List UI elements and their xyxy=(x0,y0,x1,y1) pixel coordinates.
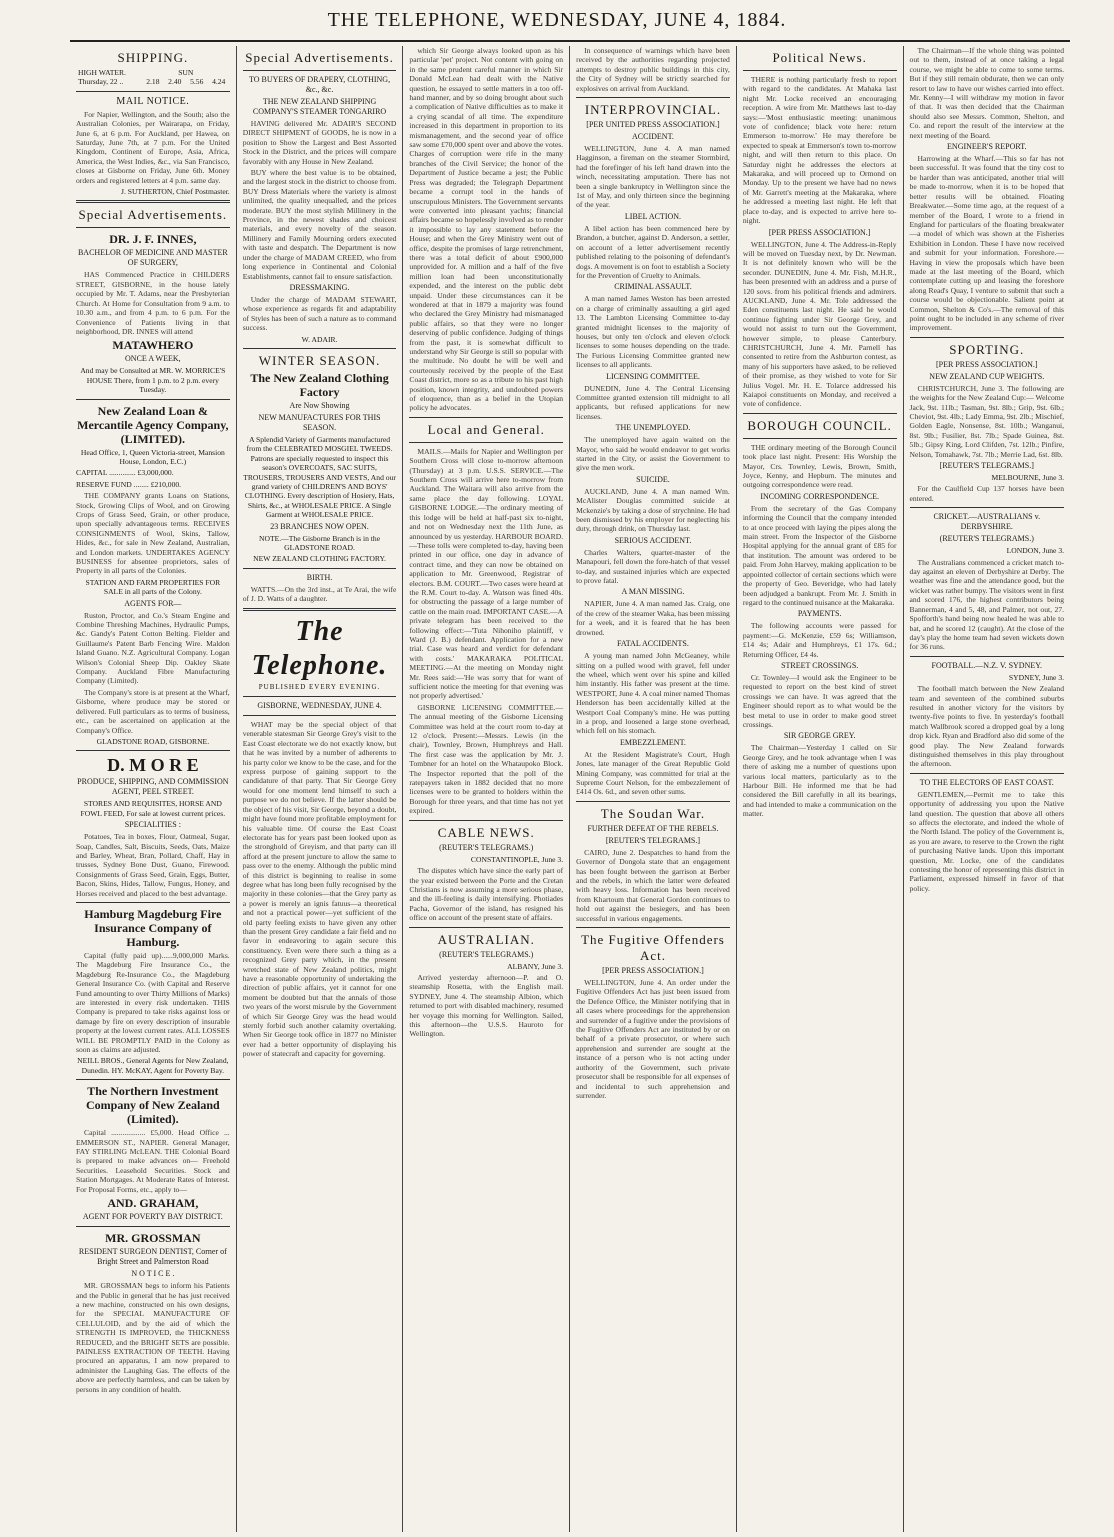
factory-sign: NEW ZEALAND CLOTHING FACTORY. xyxy=(253,554,386,564)
cable-place: CONSTANTINOPLE, June 3. xyxy=(470,854,564,864)
payments-heading: PAYMENTS. xyxy=(797,609,842,619)
divider xyxy=(76,902,230,903)
suicide-text: AUCKLAND, June 4. A man named Wm. McAlister Douglas committed suicide at Mckenzie's by taking a dose of strychnine. He had been dismissed by his employer for neglecting his duty, through drink, on Thursday last. xyxy=(576,486,730,534)
local-general-heading: Local and General. xyxy=(427,421,545,437)
engineer-heading: ENGINEER'S REPORT. xyxy=(947,142,1027,152)
nzloan-agents-text: Ruston, Proctor, and Co.'s Steam Engine and Combine Threshing Machines, Hydraulic Pumps, &c. Gandy's Patent Cotton Belting. Fielder and Guillaume's Patent Barb Fencing Wire. Maldon Island Guano. N.Z. Agricultural Company. Logan Wilson's Colonial Sheep Dip. Oakley Skate Company. Auckland Fibre Manufacturing Company (Limited). xyxy=(76,610,230,686)
column-1 xyxy=(70,46,237,1532)
australian-heading: AUSTRALIAN. xyxy=(437,931,535,947)
street-heading: STREET CROSSINGS. xyxy=(781,660,859,670)
clothing-showing: Are Now Showing xyxy=(289,400,350,410)
hamburg-title: Hamburg Magdeburg Fire Insurance Company of Hamburg. xyxy=(84,906,222,949)
divider xyxy=(743,70,897,71)
payments-text: The following accounts were passed for payment:—G. McKenzie, £59 6s; Williamson, £14 4s; Adair and Humphreys, £1 17s. 6d.; Returning Officer, £4 4s. xyxy=(742,621,897,659)
grey-text: The Chairman—Yesterday I called on Sir George Grey, and he took advantage when I was there of asking me a number of questions upon various local matters, particularly as to the Harbour Bill. He informed me that he had considered the Bill carefully in all its bearings, and had intended to make a communication on the matter. xyxy=(742,743,897,819)
sporting-src: [PER PRESS ASSOCIATION.] xyxy=(935,359,1038,369)
graham-sub: AGENT FOR POVERTY BAY DISTRICT. xyxy=(82,1212,223,1222)
steamer-heading: THE NEW ZEALAND SHIPPING COMPANY'S STEAMER TONGARIRO xyxy=(252,97,387,116)
graham-name: AND. GRAHAM, xyxy=(107,1196,199,1211)
missing-text: NAPIER, June 4. A man named Jas. Craig, one of the crew of the steamer Waka, has been missing for a week, and it is feared that he has been drowned. xyxy=(576,599,730,637)
dateline: GISBORNE, WEDNESDAY, JUNE 4. xyxy=(257,701,382,711)
divider xyxy=(743,413,897,414)
mail-notice-heading: MAIL NOTICE. xyxy=(116,95,190,107)
birth-heading: BIRTH. xyxy=(306,572,333,582)
column-3 xyxy=(403,46,570,1532)
clothing-new: NEW MANUFACTURES FOR THIS SEASON. xyxy=(258,412,381,432)
cable-news-heading: CABLE NEWS. xyxy=(437,824,535,840)
hamburg-text: Capital (fully paid up)......9,000,000 Marks. The Magdeburg Fire Insurance Co., the Magdeburg Re-Insurance Co., the Magdeburg General Insurance Co. (with Capital and Reserve Fund amounting to over Thirty Millions of Marks) are interested in every risk undertaken. THIS Company is prepared to take risks against loss or damage by fire on every description of insurable property at the lowest current rates. ALL LOSSES WILL BE PROMPTLY PAID in the Colony as soon as claims are adjusted. xyxy=(76,950,230,1055)
electors-heading: TO THE ELECTORS OF EAST COAST. xyxy=(919,777,1054,787)
accident-text: WELLINGTON, June 4. A man named Hagginson, a fireman on the steamer Stormbird, had the forefinger of his left hand drawn into the winch, necessitating amputation. There has not been a single bankruptcy in Wellington since the 1st of May, and only thirteen since the beginning of the year. xyxy=(576,144,730,210)
divider xyxy=(910,656,1065,657)
grossman-text: MR. GROSSMAN begs to inform his Patients and the Public in general that he has just received a new machine, constructed on his own designs, for the SPECIAL MANUFACTURE OF CELLULOID, and by the aid of which the STRENGTH IS IMPROVED, the THICKNESS REDUCED, and the BRIGHT SETS are possible. PAINLESS EXTRACTION OF TEETH. Having procured an apparatus, I am now prepared to administer the Laughing Gas. The effects of the above are perfectly harmless, and can be taken by persons in any condition of health. xyxy=(76,1281,230,1394)
nzloan-agents-for: AGENTS FOR— xyxy=(124,598,182,608)
divider xyxy=(243,568,397,569)
fugitive-text: WELLINGTON, June 4. An order under the Fugitive Offenders Act has just been issued from the Defence Office, the Minister notifying that in all cases where proceedings for the apprehension and surrender of a fugitive under the provisions of the Fugitive Offenders Act are instituted by or on behalf of a private prosecutor, or where such apprehension and surrender are sought at the instance of a person who is not acting under authority of the Government, such private prosecutor shall be responsible for all expenses of and incidental to such apprehension and surrender. xyxy=(576,978,730,1100)
divider xyxy=(910,507,1065,508)
libel-heading: LIBEL ACTION. xyxy=(624,211,682,221)
cricket-text: The Australians commenced a cricket match to-day against an eleven of Derbyshire at Derby. The weather was fine and the attendance good, but the wicket was rather bumpy. The visitors went in first and scored 176, the highest contributors being Bannerman, 4 and 5, 48, and Palmer, not out, 27. Spofforth's hand being now healed he was able to bat, and he scored 12 (caught). At the close of the day's play the home team had seven wickets down for 36 runs. xyxy=(909,557,1065,652)
adair-more: BUY where the best value is to be obtained, and the largest stock in the district to choose from. BUY Dress Materials where the variety is almost unlimited, the quality unequalled, and the prices moderate. BUY the most stylish Millinery in the Province, in the newest shades and choicest materials, and every novelty of the season. Millinery and Family Mourning orders executed with taste and despatch. The Department is now under the charge of MADAM CREED, who from long experience in Continental and Colonial Establishments, cannot fail to ensure satisfaction. xyxy=(242,168,397,281)
serious-heading: SERIOUS ACCIDENT. xyxy=(614,535,692,545)
newspaper-logo: The Telephone. xyxy=(251,615,388,681)
birth-text: WATTS.—On the 3rd inst., at Te Arai, the wife of J. D. Watts of a daughter. xyxy=(242,584,397,604)
divider xyxy=(243,608,397,611)
serious-text: Charles Walters, quarter-master of the Manapouri, fell down the fore-hatch of that vessel to-day, and sustained injuries which are expected to prove fatal. xyxy=(576,547,730,586)
adair-text: HAVING delivered Mr. ADAIR'S SECOND DIRECT SHIPMENT of GOODS, he is now in a position to Show the Largest and Best Assorted Stock in the District, and the prices will compare favorably with any House in New Zealand. xyxy=(242,119,397,166)
borough-text: THE ordinary meeting of the Borough Council took place last night. Present: His Worship the Mayor, Crs. Townley, Lewis, Brown, Smith, Joyce, Kenny, and Hepburn. The minutes and outgoing correspondence were read. xyxy=(742,442,897,490)
newspaper-columns xyxy=(70,46,1070,1532)
leader-continued: which Sir George always looked upon as his particular 'pet' project. Not content with going on in the same prudent careful manner in which Sir Donald McLean had dealt with the Native question, he essayed to settle matters in a too off-hand manner, and by so doing brought about such a complication of Native difficulties as to make it a crying scandal of all time. The expenditure increased in this department in proportion to its mismanagement, and the second year of office saw some £70,000 spent over and above the votes. Charges of corruption were rife in the many branches of the Civil Service; the honor of the Department of Justice became a jest; the Public Press was degraded; the Telegraph Department became a corrupt tool in the hands of unscrupulous Ministers. The Government servants were converted into pleasant yachts; financial affairs became so hopelessly involved as to render it impossible to lay any statement before the House; and when the Grey Ministry went out of office, despite the promises of large retrenchment, there was a total deficit of about £900,000 unprovided for. A million and a half of the five million loan had been unconstitutionally expended, and the interest on the public debt unpaid. Under these circumstances can it be wondered at that in 1879 a majority was found who declared the Grey Ministry had mismanaged public affairs, so that they were no longer deserving of public confidence. Judging of things from the past, it is somewhat difficult to understand why Sir George is still so popular with the multitude. No doubt he will be well and courteously received by the people of the East Coast district, more so as a tribute to his past high position, known integrity, and undoubted powers of eloquence, than as a belief in the Utopian policy he advocates. xyxy=(409,46,564,413)
borough-heading: BOROUGH COUNCIL. xyxy=(747,417,892,433)
grossman-sub: RESIDENT SURGEON DENTIST, Corner of Bright Street and Palmerston Road xyxy=(78,1247,227,1267)
dmore-stores: STORES AND REQUISITES, HORSE AND FOWL FEED, For sale at lowest current prices. xyxy=(80,799,226,818)
special-ads-heading: Special Advertisements. xyxy=(78,207,228,223)
fatal-text: A young man named John McGeaney, while sitting on a pulled wood with gravel, fell under the wheel, which went over his spine and killed him instantly. His father was present at the time. WESTPORT, June 4. A coal miner named Thomas Henderson has been accidentally killed at the Westport Coal Company's mine. He was putting in a prop, and loosened a large stone overhead, which fell on his stomach. xyxy=(576,651,730,736)
incoming-text: From the secretary of the Gas Company informing the Council that the company intended to at once proceed with laying the pipes along the main street. From the Inspector of the Gisborne Hospital applying for the annual grant of £85 for that institution. The amount was ordered to be paid. From John Harvey, making application to be appointed collector of certain sections which were the property of Geo. Beveridge, who had lately been adjudged a bankrupt. From Mr. J. Smith in regard to the continued nuisance at the Makaraka. xyxy=(742,503,897,607)
divider xyxy=(243,696,397,697)
special-ads-heading-2: Special Advertisements. xyxy=(245,50,394,65)
tide-val: 5.56 xyxy=(190,77,204,87)
clothing-title: The New Zealand Clothing Factory xyxy=(250,370,389,399)
electors-text: GENTLEMEN,—Permit me to take this opportunity of addressing you upon the Native land question. The question that above all others so affects the electorate, and indeed the whole of the North Island. The policy of the Government is, as you are aware, to reserve to the Crown the right of purchasing Native lands. Upon this important question, Mr. Locke, one of the candidates contesting the honor of representing this district in Parliament, expressed himself in favor of that policy. xyxy=(909,789,1065,893)
interprovincial-heading: INTERPROVINCIAL. xyxy=(584,102,722,118)
divider xyxy=(243,715,397,716)
aus-place: ALBANY, June 3. xyxy=(507,961,564,971)
football-heading: FOOTBALL.—N.Z. V. SYDNEY. xyxy=(931,660,1042,670)
northern-title: The Northern Investment Company of New Zealand (Limited). xyxy=(86,1084,220,1127)
divider xyxy=(76,1079,230,1080)
political-heading: Political News. xyxy=(772,50,867,65)
engineer-text: Harrowing at the Wharf.—This so far has not been successful. It was found that the tiny cost to be harder than was anticipated, another trial will be made to-morrow, when it is to be hoped that better results will be obtained. Floating Breakwater.—Some time ago, at the request of a member of the Board, I wrote to a friend in England for particulars of the floating breakwater—a model of which was shown at the Fisheries Exhibition in London. These I have now received and submit for your information. Foreshore.—Having in view the proposals which have been made at the last meeting of the Board, which contemplate cutting up and leasing the foreshore along Read's Quay, I venture to submit that such a course would be objectionable. Salient point at Common, Shelton & Co's.—The removal of this point ought to be included in any scheme of river improvement. xyxy=(909,154,1065,333)
column-4 xyxy=(570,46,737,1532)
nzloan-reserve: RESERVE FUND ........ £210,000. xyxy=(76,479,182,489)
mel-src: [REUTER'S TELEGRAMS.] xyxy=(939,461,1034,471)
embezzle-text: At the Resident Magistrate's Court, Hugh Jones, late manager of the Great Republic Gold Mining Company, was committed for trial at the Supreme Court Nelson, for the embezzlement of £414 Os. 6d., and seven other sums. xyxy=(576,749,730,797)
dmore-text: Potatoes, Tea in boxes, Flour, Oatmeal, Sugar, Soap, Candles, Salt, Biscuits, Seeds, Oats, Maize and Barley, Wheat, Bran, Pollard, Chaff, Hay in trusses, Sydney Bone Dust, Guano, Firewood. Consignments of Grass Seed, Grain, Eggs, Butter, Bacon, Skins, Hides, Tallow, Fungus, Honey, and Horses received and placed to the best advantage. xyxy=(76,832,230,898)
divider xyxy=(743,438,897,439)
divider xyxy=(76,91,230,92)
football-text: The football match between the New Zealand team and seventeen of the combined suburbs resulted in another victory for the visitors by twenty-five points to five. In yesterday's football match Wallbrook scored a dropped goal by a long drop kick. Ryan and Bradford also did some of the good play. The New Zealand forwards distinguished themselves in this play throughout the afternoon. xyxy=(909,684,1065,769)
licensing-text-2: DUNEDIN, June 4. The Central Licensing Committee granted extension till midnight to all applicants, but refused applications for new licenses. xyxy=(576,383,730,421)
accident-heading: ACCIDENT. xyxy=(632,132,674,142)
dressmaking-text: Under the charge of MADAM STEWART, whose experience as regards fit and adaptability of Styles has been of such a nature as to command success. xyxy=(242,294,397,333)
cricket-place: LONDON, June 3. xyxy=(1006,546,1065,556)
unemployed-text: The unemployed have again waited on the Mayor, who said he would endeavor to get works started in the City, or assist the Government to give the men work. xyxy=(576,435,730,473)
suicide-heading: SUICIDE. xyxy=(636,474,670,484)
cup-text: CHRISTCHURCH, June 3. The following are the weights for the New Zealand Cup:— Welcome Jack, 9st. 11lb.; Tasman, 9st. 8lb.; Grip, 9st. 6lb.; Cheviot, 9st. 4lb.; Lady Emma, 9st. 2lb.; Mischief, Golden Eagle, Nonsense, 8st. 10lb.; Wanganui, 8st. 9lb.; Fusilier, 8st. 7lb.; Spade Guinea, 8st. 5lb.; Gipsy King, Lord Clifden, 7st. 12lb.; Pinfire, Nelson, Tomahawk, 7st. 7lb.; Merrie Lad, 6st. 8lb. xyxy=(909,383,1065,459)
assault-heading: CRIMINAL ASSAULT. xyxy=(614,282,692,292)
licensing-text: GISBORNE LICENSING COMMITTEE.—The annual meeting of the Gisborne Licensing Committee was held at the court room to-day at 12 o'clock. Present:—Messrs. Lewis (in the chair), Townley, Brown, Humphreys and Hall. The first case was the application by Mr. J. Tombner for an hotel on the Whataupoko Block. The Inspector reported that the poll of the ratepayers taken in 1882 decided that no more licenses were to be granted to holders within the Borough for three years, and that time has not yet expired. xyxy=(409,702,564,816)
dmore-specialities: SPECIALITIES : xyxy=(124,820,181,830)
divider xyxy=(409,927,563,928)
political-text: THERE is nothing particularly fresh to report with regard to the candidates. At Mahaka last night Mr. Locke received an encouraging reception. A wire from Mr. Matthews last to-day says:—'Most enthusiastic meeting: unanimous vote of confidence; black vote here: return Emmerson to-morrow.' He may therefore be expected to speak at Emmerson's town to-morrow night, and will then return to this place. On Saturday night he addresses the electors at Makaraka, and will proceed up to Ormond on Monday. Up to the present we have had no news of Mr. Garrett's meeting at the Makaraka, where he addressed a meeting last night. He left that place to-day, and is expected to arrive here to-night. xyxy=(742,75,897,226)
cricket-heading: CRICKET.—AUSTRALIANS v. DERBYSHIRE. xyxy=(933,512,1041,532)
tide-table xyxy=(76,68,230,87)
branches: 23 BRANCHES NOW OPEN. xyxy=(270,521,369,531)
innes-place: MATAWHERO xyxy=(112,338,194,353)
tide-day: Thursday, 22 .. xyxy=(78,77,124,87)
shipping-heading: SHIPPING. xyxy=(117,50,189,65)
incoming-heading: INCOMING CORRESPONDENCE. xyxy=(760,491,879,501)
adair-sign: W. ADAIR. xyxy=(301,334,338,344)
grey-heading: SIR GEORGE GREY. xyxy=(783,731,856,741)
divider xyxy=(76,200,230,203)
divider xyxy=(243,348,397,349)
football-place: SYDNEY, June 3. xyxy=(1008,672,1065,682)
nzloan-office: Head Office, 1, Queen Victoria-street, Mansion House, London, E.C.) xyxy=(80,447,225,466)
column-6 xyxy=(904,46,1071,1532)
column-5 xyxy=(737,46,904,1532)
divider xyxy=(576,927,730,928)
mel-text: For the Caulfield Cup 137 horses have been entered. xyxy=(909,484,1065,503)
inter-src: [PER UNITED PRESS ASSOCIATION.] xyxy=(586,120,720,130)
street-text: Cr. Townley—I would ask the Engineer to be requested to report on the best kind of street crossings we can have. It was agreed that the Engineer should report as to what would be the best metal to use in order to make good street crossings. xyxy=(742,672,897,729)
column-2 xyxy=(237,46,404,1532)
embezzle-heading: EMBEZZLEMENT. xyxy=(620,737,686,747)
dmore-title: D. M O R E xyxy=(107,755,199,776)
soudan-sub: FURTHER DEFEAT OF THE REBELS. xyxy=(587,823,719,833)
unemployed-heading: THE UNEMPLOYED. xyxy=(615,423,691,433)
logo-sub: PUBLISHED EVERY EVENING. xyxy=(258,682,381,691)
dressmaking-heading: DRESSMAKING. xyxy=(289,282,350,292)
nzloan-station: STATION AND FARM PROPERTIES FOR SALE in all parts of the Colony. xyxy=(85,577,221,597)
divider xyxy=(76,227,230,228)
harbour-intro: The Chairman—If the whole thing was pointed out to them, instead of at once taking a legal course, we might be able to come to some terms. But if they still remain obdurate, then we can only resort to law to have our wishes carried into effect. Mr. Kenny—I will withdraw my motion in favor of that. It was then decided that the Chairman should also see Messrs. Common, Shelton, and Co. and report the result of the interview at the next meeting of the Board. xyxy=(909,46,1065,140)
missing-heading: A MAN MISSING. xyxy=(621,587,685,597)
northern-text: Capital .................. £5,000. Head Office ... EMMERSON ST., NAPIER. General Manager, FAY STIRLING McLEAN. THE Colonial Board is prepared to make advances on— Freehold Securities. Leasehold Securities. Stock and Station Mortgages. At Moderate Rates of Interest. For Proposal Forms, etc., apply to— xyxy=(76,1128,230,1194)
fugitive-src: [PER PRESS ASSOCIATION.] xyxy=(602,966,704,976)
tide-val: 4.24 xyxy=(212,77,226,87)
nzloan-title: New Zealand Loan & Mercantile Agency Company, (LIMITED). xyxy=(77,403,229,446)
grossman-title: MR. GROSSMAN xyxy=(105,1231,201,1246)
aus-src: (REUTER'S TELEGRAMS.) xyxy=(439,949,534,959)
divider xyxy=(576,801,730,802)
mel-place: MELBOURNE, June 3. xyxy=(991,473,1065,483)
tide-val: 2.18 xyxy=(146,77,160,87)
innes-end: And may be Consulted at MR. W. MORRICE'S HOUSE There, from 1 p.m. to 2 p.m. every Tuesday. xyxy=(80,366,226,395)
tide-head-high: HIGH WATER. xyxy=(78,68,126,77)
branch-note: NOTE.—The Gisborne Branch is in the GLADSTONE ROAD. xyxy=(259,533,381,552)
assault-text: A man named James Weston has been arrested on a charge of criminally assaulting a girl aged 13. The Lambton Licensing Committee to-day granted midnight licenses to the majority of houses, but only ten o'clock and eleven o'clock licenses to some houses depending on the trade. The Furious Licensing Committee granted new licenses to all applicants. xyxy=(576,294,730,370)
divider xyxy=(76,750,230,751)
cricket-src: (REUTER'S TELEGRAMS.) xyxy=(939,534,1034,544)
soudan-text: CAIRO, June 2. Despatches to hand from the Governor of Dongola state that an engagement has been fought between the garrison at Berber and the rebels, in which the latter were defeated with heavy loss. Information has been received from Khartoum that General Gordon continues to hold out against the besiegers, and has been successful in various engagements. xyxy=(576,847,730,923)
tide-head-sun: SUN xyxy=(178,68,194,77)
winter-heading: WINTER SEASON. xyxy=(258,352,381,368)
divider xyxy=(409,820,563,821)
fugitive-heading: The Fugitive Offenders Act. xyxy=(581,932,725,964)
tide-val: 2.40 xyxy=(168,77,182,87)
cable-src: (REUTER'S TELEGRAMS.) xyxy=(439,842,534,852)
divider xyxy=(76,1226,230,1227)
masthead-rule xyxy=(70,40,1070,42)
nzloan-end: The Company's store is at present at the Wharf, Gisborne, where produce may be stored or delivered. Full particulars as to terms of business, etc., can be ascertained on application at the Company's Office. xyxy=(76,687,230,735)
soudan-heading: The Soudan War. xyxy=(600,805,706,821)
innes-once: ONCE A WEEK, xyxy=(125,354,181,364)
innes-name: DR. J. F. INNES, xyxy=(109,232,197,247)
masthead: THE TELEPHONE, WEDNESDAY, JUNE 4, 1884. xyxy=(327,9,787,31)
nzloan-text: THE COMPANY grants Loans on Stations, Stock, Growing Clips of Wool, and on Growing Crops of Grass Seed, Grain, or other produce, upon specially advantageous terms. RECEIVES CONSIGNMENTS of Wool, Skins, Tallow, Hides, &c., for sale in New Zealand, Australian, and London markets. UNDERTAKES AGENCY BUSINESS for absentee proprietors, sales of Property in all parts of the Colonies. xyxy=(76,491,230,576)
clothing-text: A Splendid Variety of Garments manufactured from the CELEBRATED MOSGIEL TWEEDS. Patrons are specially requested to inspect this season's OVERCOATS, SAC SUITS, TROUSERS, TROUSERS AND VESTS, And our grand variety of CHILDREN'S AND BOYS' CLOTHING. Every description of Hosiery, Hats, Shirts, &c., at WHOLESALE PRICE. A Single Garment at WHOLESALE PRICE. xyxy=(243,434,396,520)
divider xyxy=(910,773,1065,774)
cup-heading: NEW ZEALAND CUP WEIGHTS. xyxy=(929,371,1045,381)
nzloan-capital: CAPITAL .............. £3,000,000. xyxy=(76,468,174,478)
divider xyxy=(409,442,563,443)
mail-notice-sign: J. SUTHERTON, Chief Postmaster. xyxy=(121,187,230,197)
fatal-heading: FATAL ACCIDENTS. xyxy=(617,639,689,649)
grossman-notice: N O T I C E . xyxy=(131,1269,175,1279)
intro-text: In consequence of warnings which have been received by the authorities regarding projected attempts to destroy public buildings in this city, the City of Sydney will be strictly searched for explosives on arrival from Auckland. xyxy=(576,46,730,93)
divider xyxy=(243,70,397,71)
sporting-heading: SPORTING. xyxy=(949,341,1025,357)
pa-src: [PER PRESS ASSOCIATION.] xyxy=(768,227,871,237)
divider xyxy=(910,337,1065,338)
pa-text: WELLINGTON, June 4. The Address-in-Reply will be moved on Tuesday next, by Dr. Newman. It is not definitely known who will be the seconder. DUNEDIN, June 4. Mr. Fish, M.H.R., has been presented with an address and a purse of 120 sovs. from his political friends and admirers. AUCKLAND, June 4. Mr. Tole addressed the Eden constituents last night. He said he would continue fighting under Sir George Grey, and would not assist to turn out the Government, however simple, to please Canterbury. CHRISTCHURCH, June 4. Mr. Parnell has consented to retire from the Ashburton contest, as many of his supporters have asked, to be relieved of their promise, as they wished to vote for Sir Julius Vogel. Mr. H. E. Tolarce addressed his Kaiapoi constituents on Monday, and received a vote of confidence. xyxy=(742,239,897,409)
dmore-sub: PRODUCE, SHIPPING, AND COMMISSION AGENT, PEEL STREET. xyxy=(77,777,229,797)
mail-notice-text: For Napier, Wellington, and the South; also the Australian Colonies, per Wairarapa, on Friday, June 6, at 6 p.m. For Auckland, per Hawea, on Saturday, June 7th, at 7 p.m. For the United Kingdom, Continent of Europe, Asia, Africa, America, the West Indies, &c., via San Francisco, closes at Gisborne on Friday, June 6th. Money orders and registered letters at 4 p.m. same day. xyxy=(76,109,230,185)
innes-text: HAS Commenced Practice in CHILDERS STREET, GISBORNE, in the house lately occupied by Mr. T. Adams, near the Presbyterian Church. At Home for Consultation from 9 a.m. to 10.30 a.m., and from 4 p.m. to 6 p.m. For the Convenience of Patients living in that neighborhood, DR. INNES will attend xyxy=(76,270,230,336)
soudan-src: [REUTER'S TELEGRAMS.] xyxy=(605,835,701,845)
divider xyxy=(409,417,563,418)
leader-text: WHAT may be the special object of that venerable statesman Sir George Grey's visit to the East Coast electorate we do not exactly know, but that he was invited by a number of adherents to his party color we know to be the case, and for the express purpose of gaining support to the candidature of that party. That Sir George Grey would for one moment lend himself to such a purpose we do not believe. If the latter should be the object of his visit, Sir George, beyond a doubt, might have found more profitable employment for his valuable time. Of course the East Coast electorate has for years past been looked upon as the stronghold of Greyism, and that party can ill afford at the present juncture to allow the same to pass over to the enemy. Although the public mind of this district is beginning to realise in some degree what has long been fully recognised by the majority in these colonies—that the Grey party as a power is merely an ignis fatuus—a theoretical and not a practical power—yet sufficient of the old party feeling exists to have given any other than the present Grey candidate a fair field and no favor in endeavoring to again secure this constituency. Even were there such a thing as a recognized Grey party which, in the present wretched state of New Zealand politics, might have a reasonable opportunity of undertaking the direction of public affairs, yet it cannot for one moment be doubted but that the annals of those two years of the worst misrule by the Government of which Sir George Grey was the head would sternly forbid such another calamity overtaking. When Sir George took office in 1877 no Minister ever had a better opportunity of displaying his power of statecraft and capacity for governing. xyxy=(242,720,397,1059)
drapery-heading: TO BUYERS OF DRAPERY, CLOTHING, &c., &c. xyxy=(249,75,391,94)
hamburg-sign: NEILL BROS., General Agents for New Zealand, Dunedin. HY. McKAY, Agent for Poverty Bay. xyxy=(77,1056,229,1075)
cable-text: The disputes which have since the early part of the year existed between the Porte and the Cretan Christians is now assuming a more serious phase, and the ill-feeling is daily intensifying. Photiades Pacha, Governor of the island, has resigned his office on account of the present state of affairs. xyxy=(409,866,564,923)
nzloan-sign: GLADSTONE ROAD, GISBORNE. xyxy=(96,736,210,746)
innes-title: BACHELOR OF MEDICINE AND MASTER OF SURGERY, xyxy=(77,248,228,268)
divider xyxy=(76,399,230,400)
local-text: MAILS.—Mails for Napier and Wellington per Southern Cross will close to-morrow afternoon (Thursday) at 3 p.m. U.S.S. SERVICE.—The Southern Cross will arrive here to-morrow from Auckland. The Waitara will also arrive from the same place the day following. LOYAL GISBORNE LODGE.—The ordinary meeting of this lodge will be held at half-past six to-night, and not on Wednesday next the 11th June, as announced by us yesterday. HARBOUR BOARD.—These tolls were completed to-day, having been printed in our office, one day in advance of contract time, and they can now be obtained on application to Mr. Greenwood, Registrar of electors. B.M. COURT.—Two cases were heard at the R.M. Court to-day. A. Watson was fined 40s. for obstructing the passage of a large number of cattle on the main road. IMPORTANT CASE.—A private telegram has been received to the following effect:—'Tuta Nihoniho plaintiff, v Ward (J. B.) defendant. Application for a new trial. Case was heard and verdict for defendant with costs.' MAKARAKA POLITICAL MEETING.—At the meeting on Monday night Mr. Rees said:—'He was sorry that for want of sufficient notice the meeting for that evening was not properly advertised.' xyxy=(409,446,564,701)
libel-text: A libel action has been commenced here by Brandon, a butcher, against D. Anderson, a settler, on account of a letter advertisement recently published relating to the poisoning of defendant's dogs. A movement is on foot to establish a Society for the Prevention of Cruelty to Animals. xyxy=(576,223,730,280)
licensing-heading: LICENSING COMMITTEE. xyxy=(606,371,700,381)
divider xyxy=(576,97,730,98)
aus-text: Arrived yesterday afternoon—P. and O. steamship Rosetta, with the English mail. SYDNEY, June 4. The steamship Albion, which returned to port with disabled machinery, resumed her voyage this morning for Wellington. Sailed, this afternoon—the U.S.S. Hauroto for Wellington. xyxy=(409,972,564,1039)
